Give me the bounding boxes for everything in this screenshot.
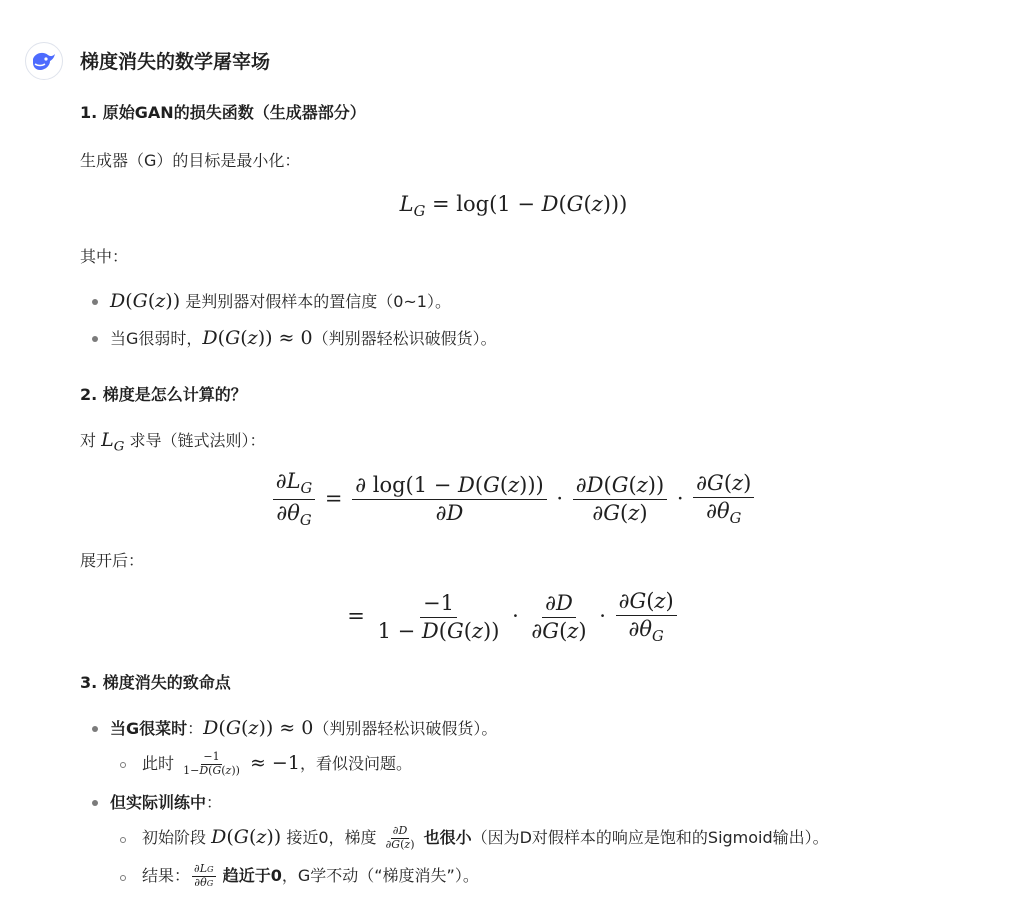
bold-text: 也很小 bbox=[423, 828, 472, 847]
paragraph-where: 其中： bbox=[80, 247, 129, 266]
colon: ： bbox=[187, 719, 204, 738]
list-item bbox=[110, 790, 222, 813]
list-item-text: （判别器轻松识破假货）。 bbox=[312, 329, 497, 348]
inline-math: $\frac{\partial LG}{\partial\theta G}$ bbox=[194, 862, 214, 889]
list-item bbox=[110, 716, 497, 739]
bold-text: 趋近于0 bbox=[222, 866, 282, 885]
bold-text: 但实际训练中 bbox=[110, 793, 207, 812]
deepseek-whale-icon bbox=[31, 50, 57, 72]
inline-math: D(G(z)) ≈ 0 bbox=[203, 717, 314, 739]
text-prefix: 对 bbox=[80, 431, 97, 450]
bullet-marker bbox=[92, 336, 98, 342]
paragraph-generator-goal: 生成器（G）的目标是最小化： bbox=[80, 151, 301, 170]
list-item-text: （判别器轻松识破假货）。 bbox=[313, 719, 498, 738]
response-title: 梯度消失的数学屠宰场 bbox=[80, 51, 271, 73]
text-suffix: ，看似没问题。 bbox=[299, 754, 412, 774]
sub-list-item bbox=[142, 825, 829, 852]
inline-math: D(G(z)) bbox=[211, 826, 282, 848]
paragraph-expand: 展开后： bbox=[80, 551, 145, 570]
list-item bbox=[110, 326, 497, 349]
list-item-text: 是判别器对假样本的置信度（0~1）。 bbox=[185, 292, 451, 311]
equation-expanded: = $\frac{-1}{1 - D(G(z))}$ · $\frac{\partial D}{\partial G(z)}$ · $\frac{\partial G(z)}{\partial\theta_G}$ bbox=[0, 590, 1027, 645]
equation-chain-rule: $\frac{\partial L_G}{\partial\theta_G}$ = $\frac{\partial \log(1 - D(G(z)))}{\partial D}$ · $\frac{\partial D(G(z))}{\partial G(z)}$ · $\frac{\partial G(z)}{\partial\theta_G}$ bbox=[0, 470, 1027, 530]
sub-bullet-marker bbox=[120, 837, 126, 843]
inline-math: D(G(z)) bbox=[110, 290, 181, 312]
equation-loss-g: $L_G = \log(1 - D(G(z)))$ bbox=[399, 192, 628, 221]
text-prefix: 此时 bbox=[142, 754, 175, 774]
bold-text: 当G很菜时 bbox=[110, 719, 188, 738]
text-suffix: 求导（链式法则）： bbox=[129, 431, 266, 450]
text-prefix: 结果： bbox=[142, 866, 191, 885]
inline-math: $\frac{-1}{1-D(G(z))}$ ≈ −1 bbox=[183, 750, 300, 777]
paragraph-derivative bbox=[80, 428, 265, 455]
section-heading-3: 3. 梯度消失的致命点 bbox=[80, 673, 231, 692]
inline-math: $\frac{\partial D}{\partial G(z)}$ bbox=[385, 824, 415, 851]
bullet-marker bbox=[92, 726, 98, 732]
sub-bullet-marker bbox=[120, 875, 126, 881]
bullet-marker bbox=[92, 299, 98, 305]
bullet-marker bbox=[92, 800, 98, 806]
list-item-prefix: 当G很弱时， bbox=[110, 329, 203, 348]
sub-list-item bbox=[142, 863, 479, 890]
text-prefix: 初始阶段 bbox=[142, 828, 207, 847]
section-heading-1: 1. 原始GAN的损失函数（生成器部分） bbox=[80, 103, 366, 122]
sub-list-item bbox=[142, 751, 412, 777]
text-suffix: ，G学不动（“梯度消失”）。 bbox=[281, 866, 479, 885]
assistant-avatar bbox=[25, 42, 63, 80]
colon: ： bbox=[206, 793, 223, 812]
text-suffix: （因为D对假样本的响应是饱和的Sigmoid输出）。 bbox=[471, 828, 829, 847]
text-mid: 接近0，梯度 bbox=[286, 828, 377, 847]
list-item bbox=[110, 289, 451, 312]
inline-math: D(G(z)) ≈ 0 bbox=[202, 327, 313, 349]
section-heading-2: 2. 梯度是怎么计算的？ bbox=[80, 385, 247, 404]
sub-bullet-marker bbox=[120, 762, 126, 768]
inline-math: $L_G$ bbox=[101, 429, 125, 455]
